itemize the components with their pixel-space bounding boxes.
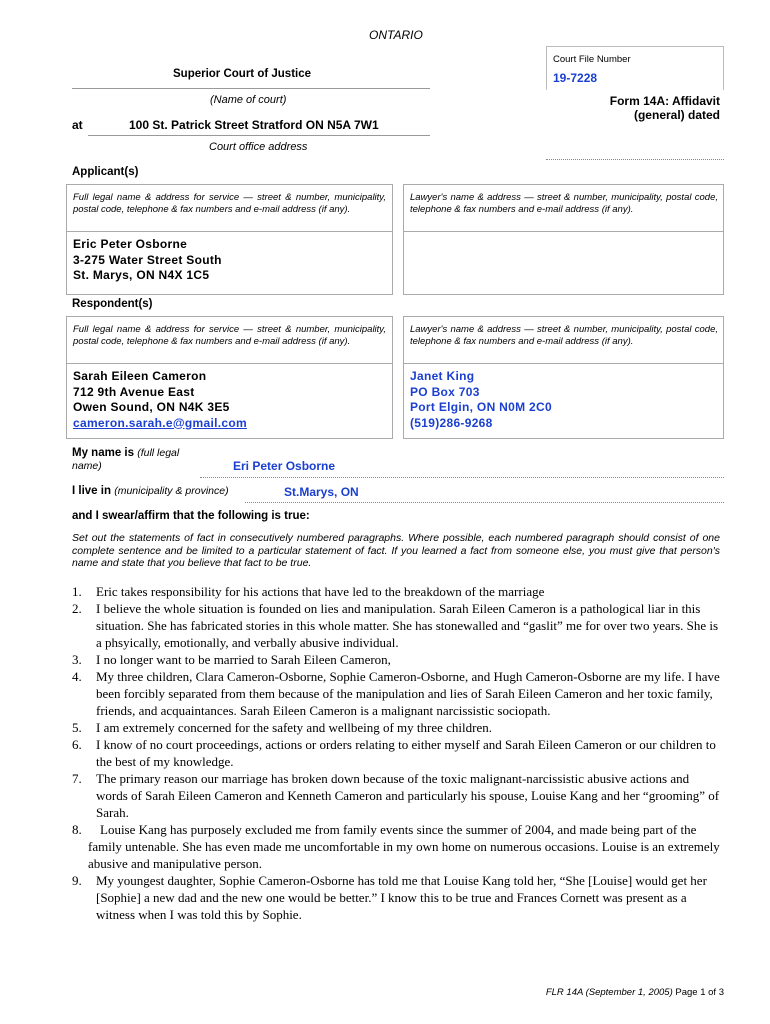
paragraph-number: 7. [72,771,82,786]
applicant-lawyer-caption-box [403,184,724,232]
form-title [610,94,720,122]
my-name-value: Eri Peter Osborne [233,459,336,473]
paragraph-text: My three children, Clara Cameron-Osborne, Sophie Cameron-Osborne, and Hugh Cameron-Osborne are my life. I have been forcibly separated from them because of the manipulation and lies of Sarah Eileen Cameron and her toxic family, friends, and acquaintances. Sarah Eileen Cameron is a malignant narcissistic sociopath. [96,669,720,718]
paragraph-7 [72,771,720,821]
respondent-heading: Respondent(s) [72,298,153,310]
court-file-number: 19-7228 [553,71,598,85]
paragraph-text: My youngest daughter, Sophie Cameron-Osborne has told me that Louise Kang told her, “She [Louise] would get her [Sophie] a new dad and the new one would be better.” I know this to be true and Frances Cornett was present as a witness when I was told this by Sophie. [96,873,707,922]
live-label: I live in [72,485,111,497]
respondent-lawyer-caption-box [403,316,724,364]
my-name-line [200,477,724,478]
paragraph-1 [72,584,720,601]
paragraph-text: The primary reason our marriage has broken down because of the toxic malignant-narcissistic abusive actions and words of Sarah Eileen Cameron and Kenneth Cameron and particularly his spouse, Louise Kang and her “grooming” of Sarah. [96,771,720,820]
court-name-caption: (Name of court) [210,94,287,106]
swear-statement: and I swear/affirm that the following is true: [72,510,310,522]
paragraph-text: I know of no court proceedings, actions or orders relating to either myself and Sarah Eileen Cameron or our children to the best of my knowledge. [96,737,716,769]
respondent-address2: Owen Sound, ON N4K 3E5 [73,400,230,414]
page-number: Page 1 of 3 [675,987,724,998]
respondent-lawyer-name: Janet King [410,369,475,383]
court-address: 100 St. Patrick Street Stratford ON N5A 7W1 [129,118,379,132]
form-id: FLR 14A (September 1, 2005) [545,987,673,998]
paragraph-2 [72,601,720,651]
paragraph-number: 8. [72,822,82,837]
respondent-email-link[interactable]: cameron.sarah.e@gmail.com [73,415,247,430]
applicant-party-caption: Full legal name & address for service — street & number, municipality, postal code, telephone & fax numbers and e-mail address (if any). [73,192,386,215]
applicant-caption-box [66,184,393,232]
paragraph-5 [72,720,720,737]
respondent-info [73,369,247,431]
paragraph-text: I no longer want to be married to Sarah Eileen Cameron, [96,652,391,667]
court-address-rule [88,135,430,136]
paragraph-9 [72,873,720,923]
applicant-lawyer-caption: Lawyer's name & address — street & number, municipality, postal code, telephone & fax numbers and e-mail address (if any). [410,192,718,215]
paragraph-4 [72,669,720,719]
paragraph-number: 4. [72,669,82,684]
applicant-address2: St. Marys, ON N4X 1C5 [73,268,210,282]
my-name-hint2: name) [72,460,102,472]
respondent-lawyer-phone: (519)286-9268 [410,415,493,430]
respondent-lawyer-box [403,363,724,439]
paragraph-number: 5. [72,720,82,735]
paragraph-number: 3. [72,652,82,667]
my-name-label: My name is [72,447,134,459]
applicant-name: Eric Peter Osborne [73,237,188,251]
court-file-number-label: Court File Number [553,54,631,65]
respondent-lawyer-address1: PO Box 703 [410,384,480,399]
form-title-line2: (general) dated [633,108,720,122]
applicant-lawyer-box [403,231,724,295]
my-name-row [72,447,179,459]
paragraph-number: 2. [72,601,82,616]
respondent-address-box [66,363,393,439]
page-footer [546,987,724,998]
paragraph-6 [72,737,720,771]
live-row [72,485,229,497]
respondent-address1: 712 9th Avenue East [73,384,195,399]
respondent-name: Sarah Eileen Cameron [73,369,207,383]
live-hint: (municipality & province) [114,485,229,497]
paragraph-number: 1. [72,584,82,599]
paragraph-number: 6. [72,737,82,752]
respondent-caption-box [66,316,393,364]
respondent-lawyer-caption: Lawyer's name & address — street & number, municipality, postal code, telephone & fax numbers and e-mail address (if any). [410,324,718,347]
applicant-heading: Applicant(s) [72,166,139,178]
paragraph-3 [72,652,720,669]
live-line [245,502,724,503]
court-name-rule [72,88,430,89]
paragraph-text: I believe the whole situation is founded on lies and manipulation. Sarah Eileen Cameron is a pathological liar in this situation. She has fabricated stories in this whole matter. She has stonewalled and “gaslit” me for over two years. She is a phsyically, emotionally, and verbally abusive individual. [96,601,719,650]
at-label: at [72,118,83,132]
applicant-info [73,237,222,284]
dated-line [546,159,724,160]
court-name: Superior Court of Justice [173,68,312,80]
paragraph-text: Louise Kang has purposely excluded me from family events since the summer of 2004, and made being part of the family untenable. She has even made me uncomfortable in my own home on numerous occasions. Louise is an extremely abusive and manipulative person. [88,822,720,871]
live-value: St.Marys, ON [284,485,359,499]
applicant-address-box [66,231,393,295]
province-heading: ONTARIO [369,28,423,42]
respondent-lawyer-address2: Port Elgin, ON N0M 2C0 [410,400,552,414]
form-title-line1: Form 14A: Affidavit [609,94,720,108]
instructions: Set out the statements of fact in consecutively numbered paragraphs. Where possible, each numbered paragraph should consist of one complete sentence and be limited to a particular statement of fact. If you learned a fact from someone else, you must give that person's name and state that you believe that fact to be true. [72,532,720,569]
paragraph-number: 9. [72,873,82,888]
court-address-caption: Court office address [209,141,308,153]
applicant-address1: 3-275 Water Street South [73,252,222,267]
paragraph-text: Eric takes responsibility for his actions that have led to the breakdown of the marriage [96,584,545,599]
paragraph-8 [72,822,720,872]
paragraph-text: I am extremely concerned for the safety and wellbeing of my three children. [96,720,492,735]
respondent-party-caption: Full legal name & address for service — street & number, municipality, postal code, telephone & fax numbers and e-mail address (if any). [73,324,386,347]
court-file-number-box [546,46,724,90]
respondent-lawyer-info [410,369,552,431]
my-name-hint1: (full legal [137,447,180,459]
